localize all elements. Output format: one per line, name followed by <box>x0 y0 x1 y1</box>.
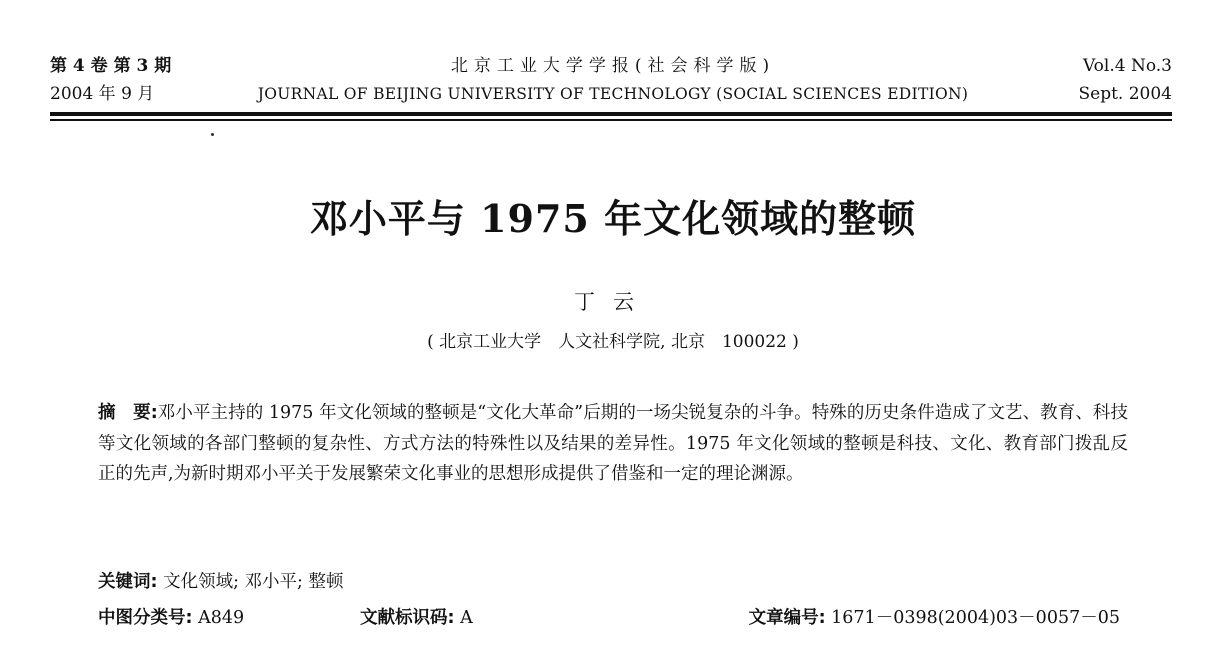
article-number-value: 1671－0398(2004)03－0057－05 <box>831 608 1120 628</box>
article-author: 丁云 <box>574 290 652 314</box>
article-number-line <box>749 604 1120 629</box>
author-affiliation: ( 北京工业大学 人文社科学院, 北京 100022 ) <box>427 332 799 352</box>
abstract-label: 摘 要: <box>98 403 158 423</box>
classification-value: A849 <box>198 608 245 628</box>
classification-line <box>98 604 244 629</box>
stray-dot <box>211 133 214 136</box>
article-number-label: 文章编号: <box>748 608 826 628</box>
abstract-paragraph <box>98 398 1128 490</box>
journal-name-en: JOURNAL OF BEIJING UNIVERSITY OF TECHNOLOGY (SOCIAL SCIENCES EDITION) <box>257 85 969 103</box>
document-code-value: A <box>460 608 473 628</box>
article-title: 邓小平与 1975 年文化领域的整顿 <box>309 196 917 241</box>
volume-issue-en: Vol.4 No.3 <box>1082 56 1172 76</box>
keywords-value: 文化领域; 邓小平; 整顿 <box>163 572 344 592</box>
journal-name-cn: 北京工业大学学报(社会科学版) <box>450 56 776 76</box>
keywords-label: 关键词: <box>98 572 158 592</box>
keywords-line <box>98 568 344 593</box>
journal-name-block <box>0 52 1226 108</box>
header-rule-thin <box>50 119 1172 121</box>
classification-label: 中图分类号: <box>98 608 193 628</box>
volume-issue-cn: 第 4 卷 第 3 期 <box>50 56 172 76</box>
date-cn: 2004 年 9 月 <box>50 84 155 104</box>
document-code-line <box>360 604 473 629</box>
header-rule-thick <box>50 112 1172 116</box>
document-code-label: 文献标识码: <box>360 608 455 628</box>
abstract-text: 邓小平主持的 1975 年文化领域的整顿是“文化大革命”后期的一场尖锐复杂的斗争。特殊的历史条件造成了文艺、教育、科技等文化领域的各部门整顿的复杂性、方式方法的特殊性以及结果的差异性。1975 年文化领域的整顿是科技、文化、教育部门拨乱反正的先声,为新时期邓小平关于发展繁荣文化事业的思想形成提供了借鉴和一定的理论渊源。 <box>98 403 1128 484</box>
journal-issue-info-en <box>1079 52 1173 108</box>
date-en: Sept. 2004 <box>1078 84 1172 104</box>
